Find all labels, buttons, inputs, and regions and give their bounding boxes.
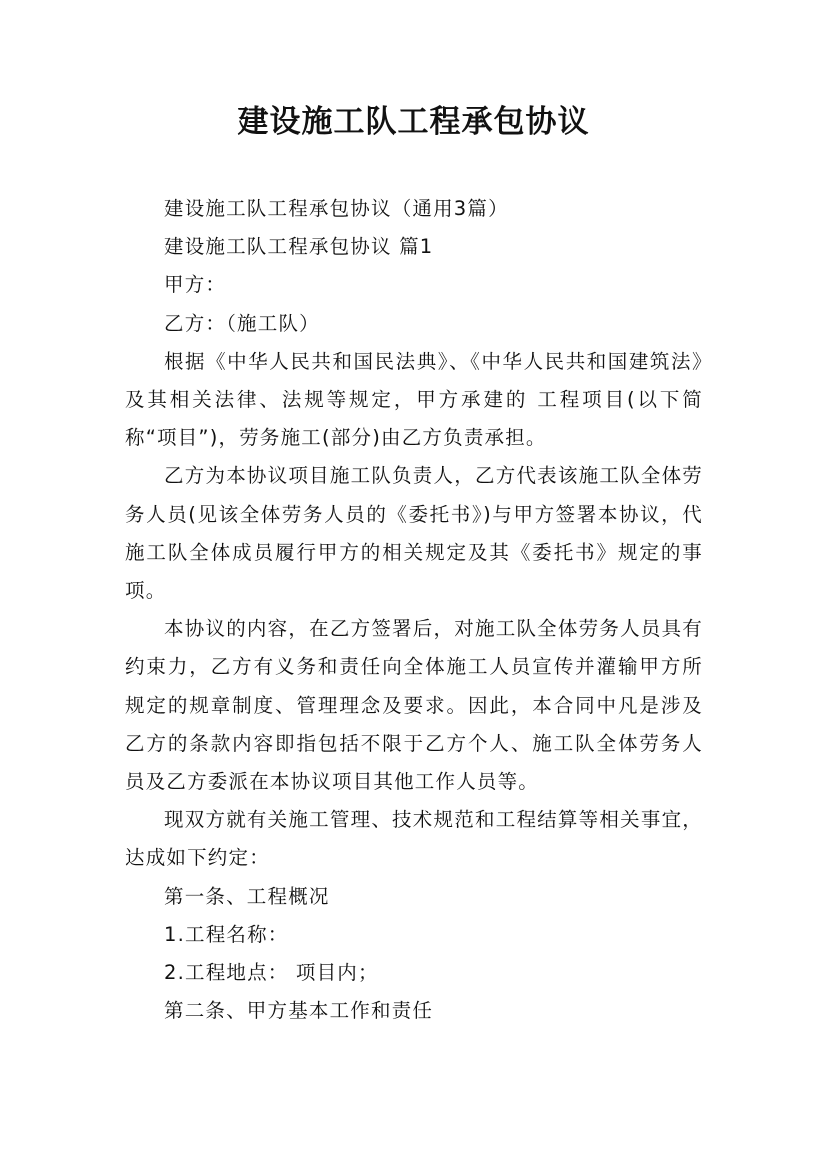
paragraph-party-a: 甲方： (164, 273, 227, 297)
document-body (125, 190, 703, 1030)
paragraph-party-b: 乙方：（施工队） (164, 311, 320, 335)
paragraph-representative: 乙方为本协议项目施工队负责人，乙方代表该施工队全体劳务人员(见该全体劳务人员的《委托书》)与甲方签署本协议，代施工队全体成员履行甲方的相关规定及其《委托书》规定的事项。 (125, 464, 703, 603)
paragraph-project-location: 2.工程地点： 项目内； (164, 961, 379, 985)
paragraph-legal-basis: 根据《中华人民共和国民法典》、《中华人民共和国建筑法》及其相关法律、法规等规定，甲方承建的 工程项目(以下简称“项目”)，劳务施工(部分)由乙方负责承担。 (125, 349, 703, 450)
paragraph-section-heading: 建设施工队工程承包协议 篇1 (164, 235, 434, 259)
paragraph-subtitle: 建设施工队工程承包协议（通用3篇） (164, 197, 509, 220)
paragraph-article-2-heading: 第二条、甲方基本工作和责任 (164, 999, 434, 1023)
paragraph-project-name: 1.工程名称： (164, 922, 289, 946)
document-title: 建设施工队工程承包协议 (237, 104, 590, 140)
paragraph-agreement-intro: 现双方就有关施工管理、技术规范和工程结算等相关事宜，达成如下约定： (125, 808, 703, 870)
paragraph-binding-effect: 本协议的内容，在乙方签署后，对施工队全体劳务人员具有约束力，乙方有义务和责任向全体施工人员宣传并灌输甲方所规定的规章制度、管理理念及要求。因此，本合同中凡是涉及乙方的条款内容即指包括不限于乙方个人、施工队全体劳务人员及乙方委派在本协议项目其他工作人员等。 (125, 617, 703, 794)
paragraph-article-1-heading: 第一条、工程概况 (164, 884, 330, 908)
